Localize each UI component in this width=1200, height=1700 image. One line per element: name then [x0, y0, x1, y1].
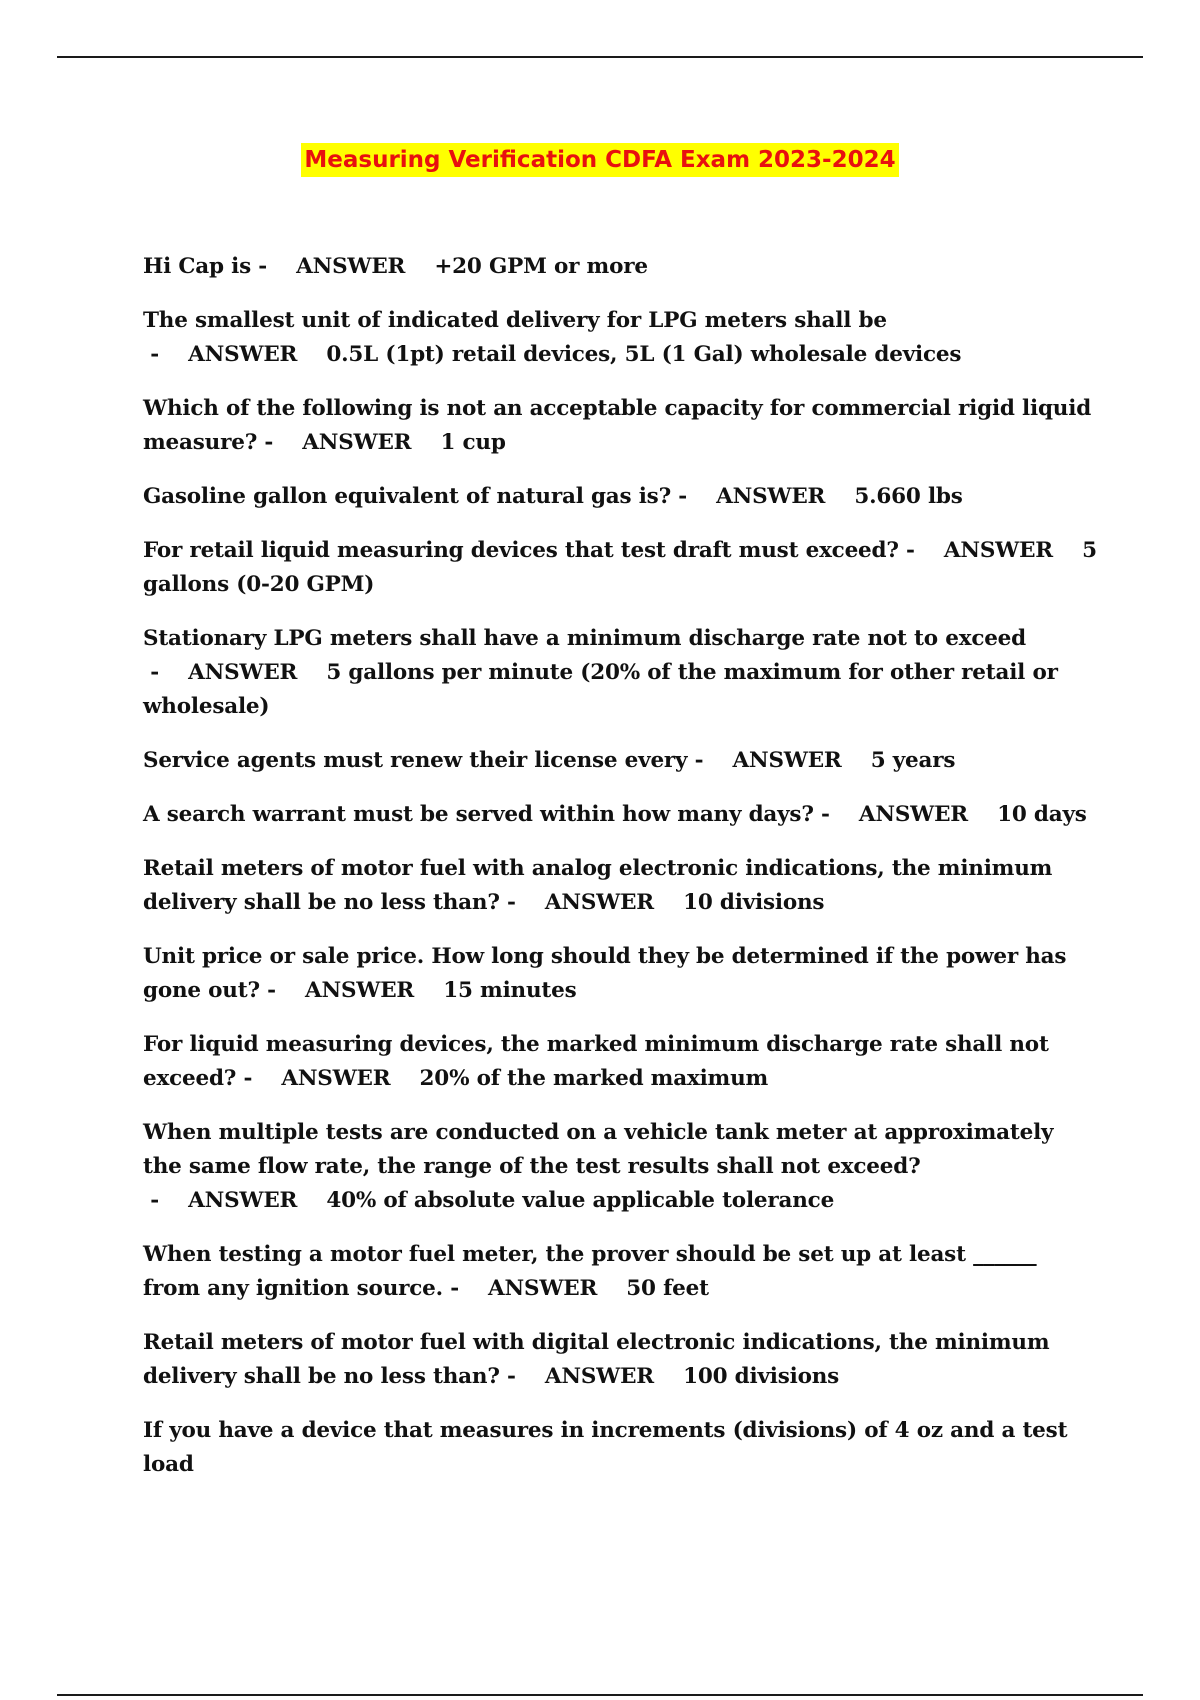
bottom-rule [57, 1694, 1143, 1696]
qa-item [143, 1116, 1098, 1218]
answer-label: ANSWER [837, 802, 998, 827]
qa-item [143, 392, 1098, 460]
question-text: Stationary LPG meters shall have a minimum discharge rate not to exceed [143, 626, 1026, 651]
answer-label: ANSWER [523, 890, 684, 915]
answer-text: 5 gallons (0-20 GPM) [143, 538, 1097, 597]
question-text: A search warrant must be served within how many days? [143, 802, 814, 827]
qa-item [143, 622, 1098, 724]
qa-item [143, 798, 1098, 832]
title-container [0, 143, 1200, 177]
answer-text: 10 days [997, 802, 1087, 827]
answer-text: 0.5L (1pt) retail devices, 5L (1 Gal) wholesale devices [326, 342, 962, 367]
question-text: Which of the following is not an acceptable capacity for commercial rigid liquid measure? [143, 396, 1092, 455]
question-text: When multiple tests are conducted on a vehicle tank meter at approximately the same flow rate, the range of the test results shall not exceed? [143, 1120, 1054, 1179]
answer-text: 5 years [870, 748, 956, 773]
qa-item [143, 1326, 1098, 1394]
separator: - [442, 1276, 467, 1301]
question-text: Gasoline gallon equivalent of natural gas is? [143, 484, 671, 509]
separator: - [251, 254, 275, 279]
question-text: Retail meters of motor fuel with analog electronic indications, the minimum delivery shall be no less than? [143, 856, 1053, 915]
answer-label: ANSWER [710, 748, 871, 773]
answer-label: ANSWER [466, 1276, 627, 1301]
question-text: For liquid measuring devices, the marked minimum discharge rate shall not exceed? [143, 1032, 1049, 1091]
answer-label: ANSWER [166, 660, 327, 685]
answer-text: 20% of the marked maximum [419, 1066, 769, 1091]
qa-item [143, 940, 1098, 1008]
answer-label: ANSWER [694, 484, 855, 509]
qa-item [143, 744, 1098, 778]
separator: - [813, 802, 838, 827]
separator: - [499, 890, 524, 915]
qa-item [143, 250, 1098, 284]
trailing-question-text: If you have a device that measures in increments (divisions) of 4 oz and a test load [143, 1418, 1068, 1477]
answer-text: 50 feet [626, 1276, 709, 1301]
qa-item [143, 852, 1098, 920]
answer-text: 10 divisions [683, 890, 825, 915]
answer-text: 100 divisions [683, 1364, 840, 1389]
qa-item [143, 1238, 1098, 1306]
separator: - [257, 430, 281, 455]
answer-label: ANSWER [280, 430, 441, 455]
separator: - [143, 1188, 167, 1213]
answer-text: 40% of absolute value applicable tolerance [326, 1188, 835, 1213]
qa-item [143, 480, 1098, 514]
separator: - [898, 538, 923, 563]
question-text: The smallest unit of indicated delivery for LPG meters shall be [143, 308, 887, 333]
answer-label: ANSWER [166, 342, 327, 367]
answer-label: ANSWER [259, 1066, 420, 1091]
question-text: For retail liquid measuring devices that test draft must exceed? [143, 538, 899, 563]
qa-item [143, 304, 1098, 372]
question-text: Retail meters of motor fuel with digital electronic indications, the minimum delivery shall be no less than? [143, 1330, 1050, 1389]
top-rule [57, 56, 1143, 58]
answer-text: +20 GPM or more [434, 254, 648, 279]
page-title: Measuring Verification CDFA Exam 2023-2024 [301, 143, 898, 177]
answer-label: ANSWER [283, 978, 444, 1003]
answer-label: ANSWER [274, 254, 435, 279]
separator: - [259, 978, 284, 1003]
separator: - [143, 660, 167, 685]
answer-label: ANSWER [922, 538, 1083, 563]
separator: - [687, 748, 711, 773]
answer-text: 5.660 lbs [854, 484, 963, 509]
qa-list [143, 250, 1098, 1502]
answer-text: 5 gallons per minute (20% of the maximum for other retail or wholesale) [143, 660, 1058, 719]
question-text: Unit price or sale price. How long should they be determined if the power has gone out? [143, 944, 1067, 1003]
answer-label: ANSWER [166, 1188, 327, 1213]
separator: - [671, 484, 695, 509]
separator: - [499, 1364, 524, 1389]
separator: - [143, 342, 167, 367]
answer-text: 1 cup [440, 430, 506, 455]
question-text: When testing a motor fuel meter, the prover should be set up at least ______ from any ignition source. [143, 1242, 1037, 1301]
answer-label: ANSWER [523, 1364, 684, 1389]
answer-text: 15 minutes [443, 978, 577, 1003]
question-text: Hi Cap is [143, 254, 251, 279]
qa-item [143, 1028, 1098, 1096]
separator: - [236, 1066, 260, 1091]
qa-item [143, 534, 1098, 602]
question-text: Service agents must renew their license every [143, 748, 688, 773]
